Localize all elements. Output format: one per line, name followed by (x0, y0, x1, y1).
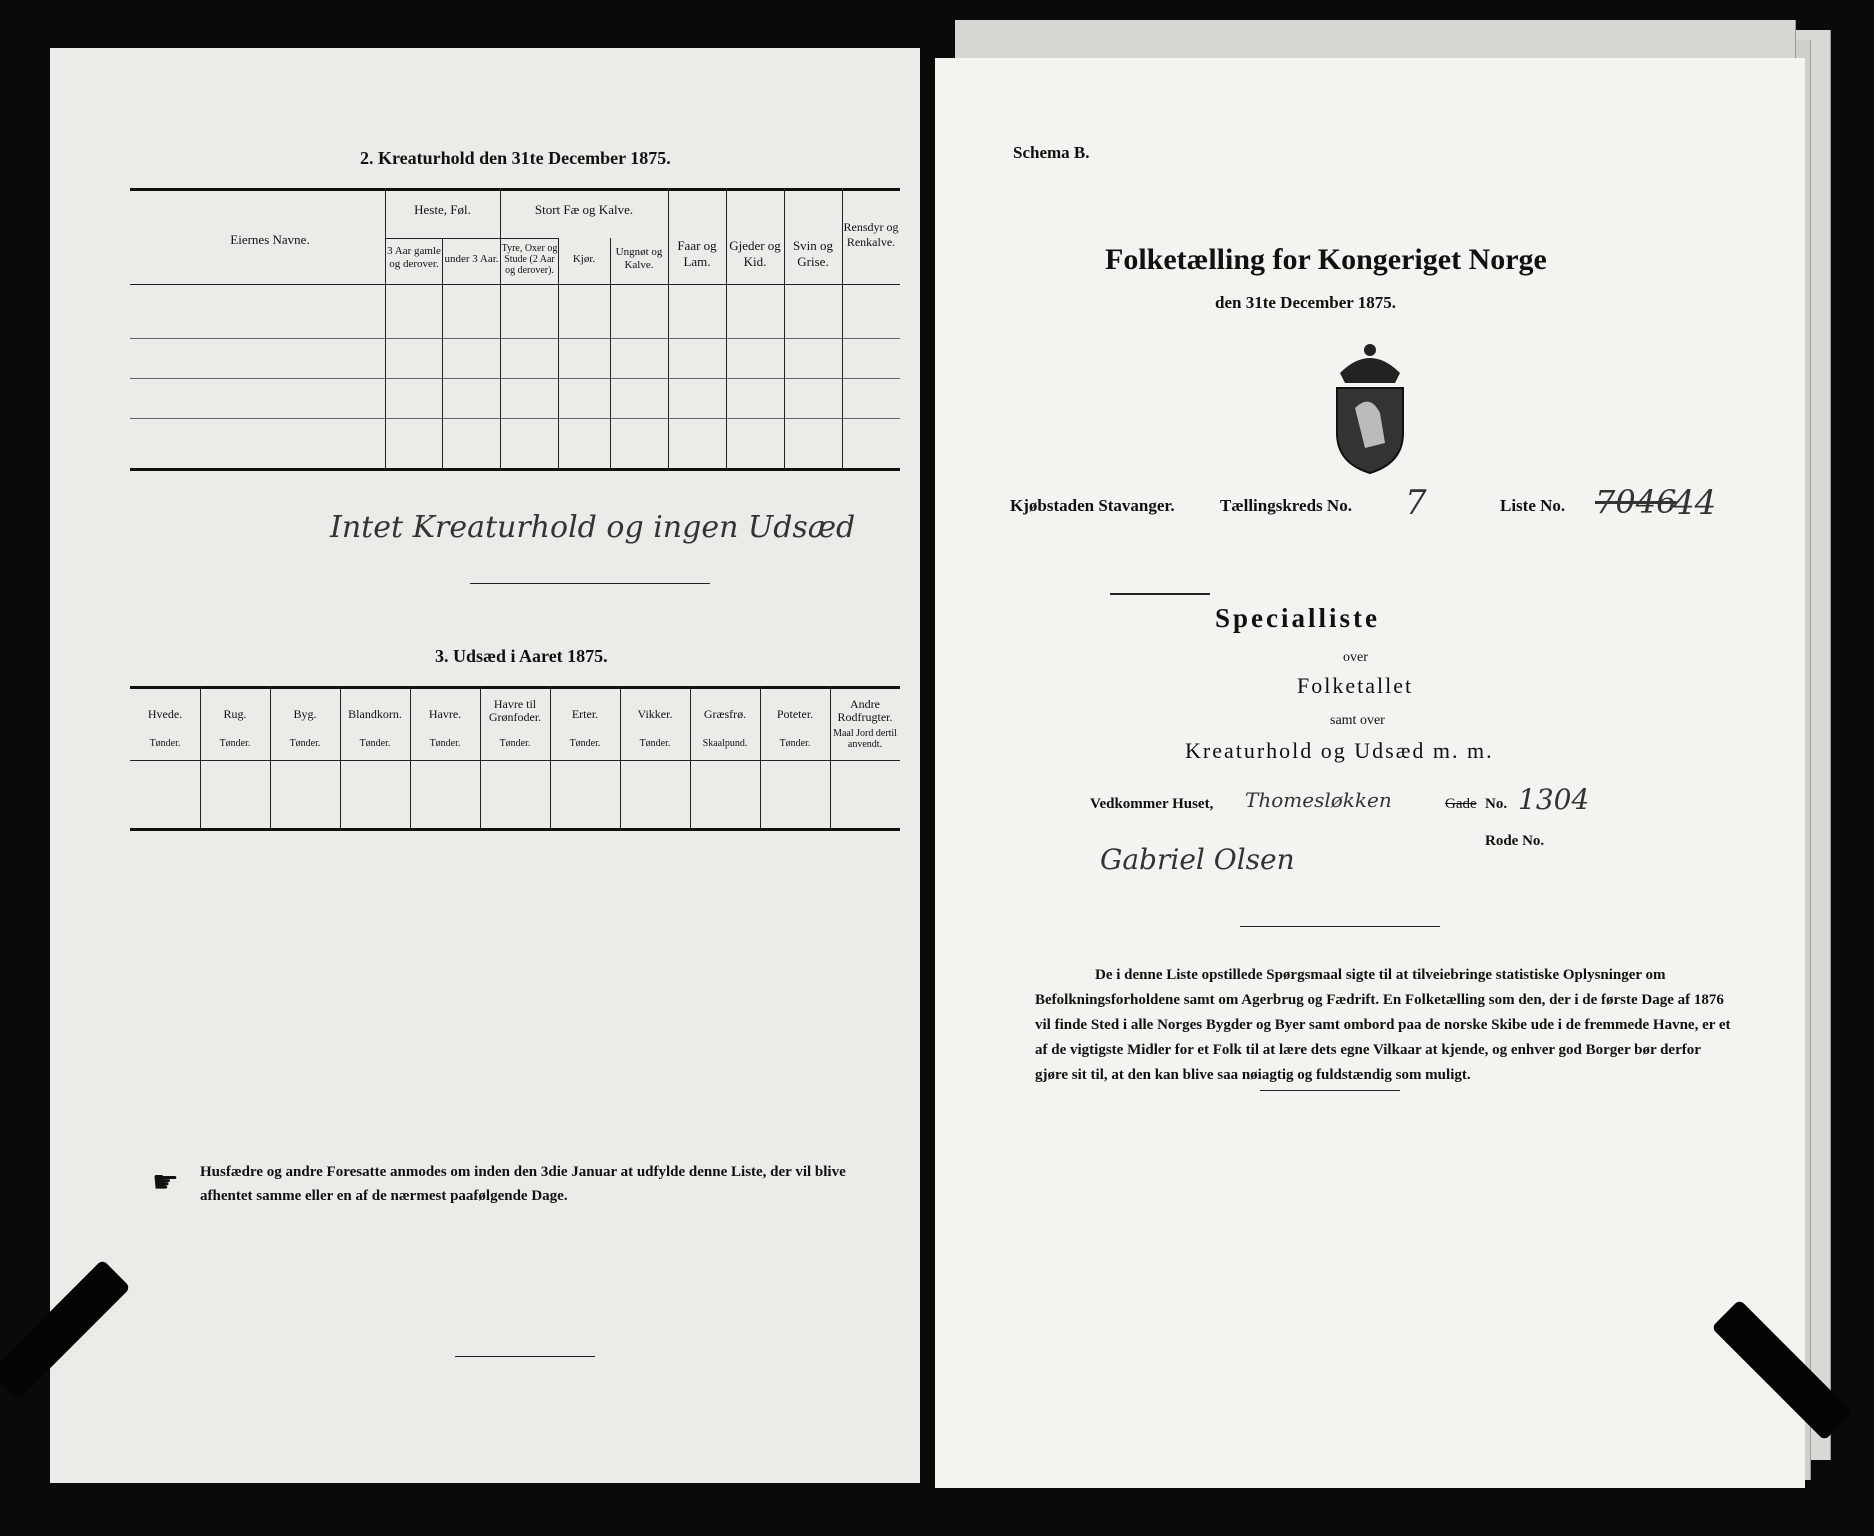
house-label: Vedkommer Huset, (1090, 796, 1214, 812)
column-horses: Heste, Føl. (414, 202, 471, 217)
seed-table-rule (130, 686, 900, 689)
seed-column-unit: Tønder. (639, 738, 671, 749)
seed-table-rule (130, 828, 900, 831)
seed-column-unit: Tønder. (359, 738, 391, 749)
district-number: 7 (1405, 483, 1427, 523)
handwritten-note: Intet Kreaturhold og ingen Udsæd (330, 510, 856, 545)
town-label: Kjøbstaden Stavanger. (1010, 496, 1175, 515)
seed-column-unit: Tønder. (569, 738, 601, 749)
column-bulls: Tyre, Oxer og Stude (2 Aar og derover). (501, 243, 558, 276)
table-rule (130, 468, 900, 471)
column-young-cattle: Ungnøt og Kalve. (615, 246, 663, 271)
notice-text: Husfædre og andre Foresatte anmodes om inden den 3die Januar at udfylde denne Liste, der vil blive afhentet samme eller en af de nærmest paafølgende Dage. (200, 1164, 846, 1204)
table-column-rule (726, 188, 727, 468)
table-column-rule (442, 238, 443, 468)
seed-column-header: Græsfrø. (703, 707, 747, 721)
gade-no-label: No. (1485, 796, 1508, 812)
right-page (935, 58, 1805, 1488)
column-reindeer: Rensdyr og Renkalve. (843, 220, 899, 249)
divider (1110, 593, 1210, 595)
table-column-rule (385, 188, 386, 468)
bottom-divider (455, 1356, 595, 1357)
table-column-rule (500, 188, 501, 468)
seed-column-header: Andre Rodfrugter. (837, 697, 893, 724)
coat-of-arms-icon (1315, 338, 1425, 478)
left-page (50, 48, 920, 1483)
table-column-rule (668, 188, 669, 468)
column-pigs: Svin og Grise. (792, 238, 834, 269)
column-cows: Kjør. (572, 253, 596, 265)
seed-column-header: Blandkorn. (348, 707, 402, 721)
house-number: 1304 (1518, 783, 1590, 816)
samt-over-text: samt over (1330, 713, 1385, 728)
seed-column-header: Havre til Grønfoder. (488, 697, 542, 724)
seed-column-unit: Tønder. (289, 738, 321, 749)
column-sheep: Faar og Lam. (677, 238, 717, 269)
seed-column-header: Hvede. (147, 707, 183, 721)
table-rule (385, 238, 558, 239)
seed-column-header: Poteter. (776, 707, 814, 721)
list-number-struck: 7046 (1595, 483, 1677, 521)
special-list-title: Specialliste (1215, 603, 1380, 633)
schema-label: Schema B. (1013, 143, 1090, 162)
seed-column-header: Vikker. (637, 707, 673, 721)
seed-column-unit: Tønder. (429, 738, 461, 749)
gade-label: Gade (1445, 796, 1477, 812)
main-title: Folketælling for Kongeriget Norge (1105, 243, 1547, 276)
footer-paragraph: De i denne Liste opstillede Spørgsmaal sigte til at tilveiebringe statistiske Oplysninger om Befolkningsforholdene samt om Agerbrug og Fædrift. En Folketælling som den, der i de første Dage af 1876 vil finde Sted i alle Norges Bygder og Byer samt ombord paa de norske Skibe ude i de fremmede Havne, er et af de vigtigste Midler for et Folk til at lære dets egne Vilkaar at kjende, og enhver god Borger bør derfor gjøre sit til, at den kan blive saa nøiagtig og fuldstændig som muligt. (1035, 967, 1731, 1083)
seed-column-unit: Skaalpund. (702, 738, 748, 749)
note-underline (470, 583, 710, 584)
column-horses-old: 3 Aar gamle og derover. (387, 245, 441, 270)
over-text: over (1343, 650, 1368, 665)
list-number: 44 (1673, 483, 1717, 523)
divider (1260, 1090, 1400, 1091)
table-column-rule (610, 238, 611, 468)
divider (1240, 926, 1440, 927)
column-cattle: Stort Fæ og Kalve. (534, 202, 634, 217)
seed-table-rule (130, 760, 900, 761)
table-column-rule (558, 238, 559, 468)
owner-name: Gabriel Olsen (1100, 843, 1295, 876)
list-label: Liste No. (1500, 496, 1566, 515)
seed-column-unit: Maal Jord dertil anvendt. (833, 728, 897, 750)
seed-column-header: Erter. (571, 707, 599, 721)
district-label: Tællingskreds No. (1220, 496, 1352, 515)
folketallet-text: Folketallet (1297, 673, 1414, 698)
pointing-hand-icon: ☛ (152, 1166, 179, 1199)
section2-title: 2. Kreaturhold den 31te December 1875. (360, 148, 671, 168)
column-goats: Gjeder og Kid. (729, 238, 781, 269)
column-horses-young: under 3 Aar. (444, 253, 499, 265)
house-value: Thomesløkken (1245, 788, 1392, 812)
seed-column-unit: Tønder. (219, 738, 251, 749)
column-owner-names: Eiernes Navne. (230, 232, 310, 247)
seed-column-header: Rug. (223, 707, 247, 721)
seed-column-unit: Tønder. (149, 738, 181, 749)
section3-title: 3. Udsæd i Aaret 1875. (435, 646, 608, 666)
seed-column-unit: Tønder. (499, 738, 531, 749)
seed-column-header: Byg. (293, 707, 317, 721)
rode-label: Rode No. (1485, 833, 1545, 849)
seed-column-header: Havre. (428, 707, 462, 721)
livestock-line: Kreaturhold og Udsæd m. m. (1185, 738, 1494, 763)
table-column-rule (784, 188, 785, 468)
page-stack-edge (955, 20, 1796, 60)
census-date: den 31te December 1875. (1215, 293, 1396, 312)
seed-column-unit: Tønder. (779, 738, 811, 749)
